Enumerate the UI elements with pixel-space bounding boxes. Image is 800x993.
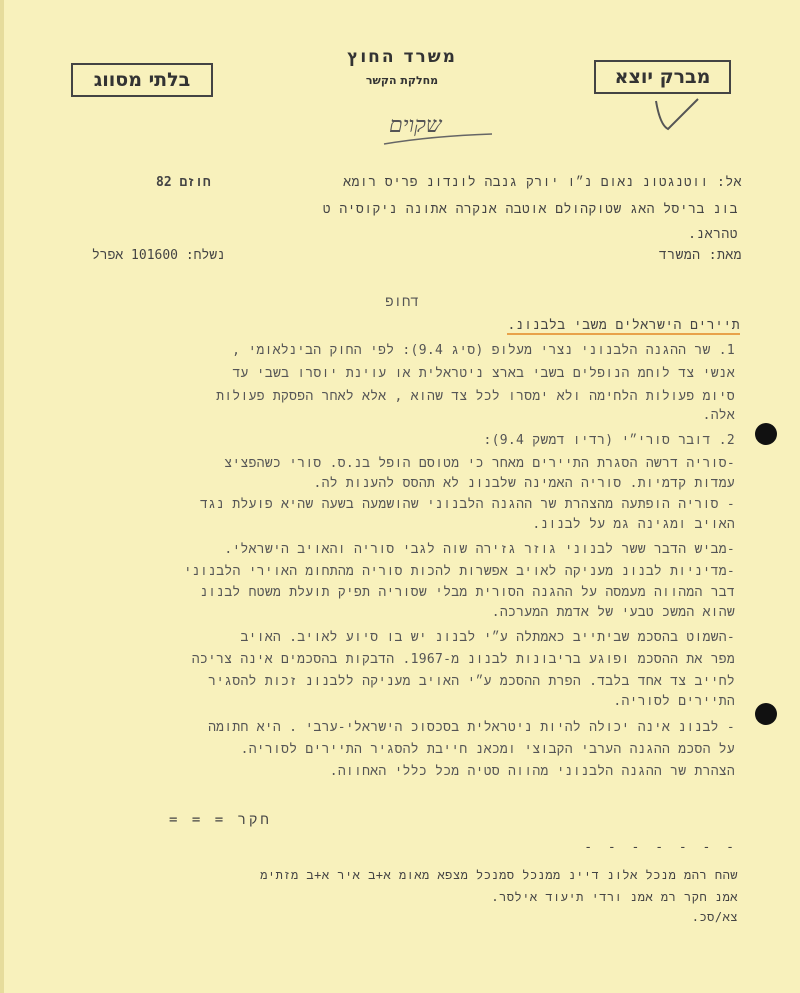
body-line: סיומ פעולות הלחימה ולא ימסרו לכל צד שהוא , אלא לאחר הפסקת פעולות (216, 389, 735, 404)
department-title: מחלקת הקשר (365, 74, 439, 87)
body-line: לחייב צד אחד בלבד. הפרת ההסכמ ע״י האויב מעניקה ללבנונ זכות להסגיר (208, 674, 735, 689)
to-line-2: בונ בריסל האג שטוקהולם אוטבה אנקרה אתונה ניקוסיה ט (322, 202, 738, 217)
body-line: התיירים לסוריה. (613, 694, 735, 709)
from-label: מאת: המשרד (658, 248, 742, 263)
cc-line-1: שהח רהמ מנכל אלונ דיינ ממנכל סמנכל מצפא מאומ א+ב איר א+ב מזתימ (260, 868, 738, 882)
body-line: האויב ומגינה גמ על לבנונ. (532, 517, 735, 532)
punch-hole (755, 703, 777, 725)
closing-mark: חקר = = = (169, 812, 272, 828)
body-line: אנשי צד לוחמ הנופלים בשבי בארצ ניטראלית או עוינת יוסרו בשבי עד (232, 366, 735, 381)
handwritten-underline (382, 130, 497, 150)
to-line-3: טהראנ. (688, 227, 738, 242)
punch-hole (755, 423, 777, 445)
telegram-type-box: מברק יוצא (594, 60, 731, 94)
subject-line (507, 318, 740, 333)
body-line: על הסכמ ההגנה הערבי הקבוצי ומכאנ חייבת להסגיר התיירים לסוריה. (240, 742, 735, 757)
code-label: חוזם 82 (156, 175, 211, 190)
body-line: 1. שר ההגנה הלבנוני נצרי מעלופ (סיג 9.4): לפי החוק הבינלאומי , (232, 343, 735, 358)
body-line: 2. דובר סורי״י (רדיו דמשק 9.4): (483, 433, 735, 448)
to-line: אל: ווטנגטונ נאום נ״ו יורק גנבה לונדונ פריס רומא (343, 175, 742, 190)
classification-box: בלתי מסווג (71, 63, 213, 97)
body-line: - סוריה הופתעה מהצהרת שר ההגנה הלבנוני שהושמעה בשעה שהיא פועלת נגד (200, 497, 735, 512)
sent-label: נשלח: 101600 אפרל (92, 248, 225, 263)
body-line: -מביש הדבר ששר לבנוני גוזר גזירה שוה לגבי סוריה והאויב הישראלי. (224, 542, 735, 557)
cc-line-2: אמנ חקר רמ אמנ ורדי תיעוד אילסר. (491, 890, 738, 904)
body-line: דבר המהווה מעמסה על ההגנה הסורית מבלי שסוריה תפיק תועלת משטח לבנונ (200, 585, 735, 600)
body-line: - לבנונ אינה יכולה להיות ניטראלית בסכסוכ הישראלי-ערבי . היא חתומה (208, 720, 735, 735)
footer-separator: - - - - - - - (584, 840, 738, 855)
handwritten-note: שקוים (389, 113, 442, 138)
body-line: -סוריה דרשה הסגרת התיירים מאחר כי מטוסם הופל בנ.ס. סורי כשהפציצ (224, 456, 735, 471)
body-line: עמדות קדמיות. סוריה האמינה שלבנונ לא תהסס להענות לה. (313, 476, 735, 491)
urgent-heading: דחופ (385, 294, 419, 310)
body-line: אלה. (702, 408, 735, 423)
body-line: הצהרת שר ההגנה הלבנוני מהווה סטיה מכל כללי האחווה. (329, 764, 735, 779)
body-line: -מדיניות לבנונ מעניקה לאויב אפשרות להכות סוריה מהתחומ האוירי הלבנוני (183, 564, 735, 579)
ministry-title: משרד החוץ (347, 47, 457, 67)
checkmark-icon (652, 95, 702, 135)
body-line: שהוא המשכ טבעי של אדמת המערכה. (491, 605, 735, 620)
body-line: -השמוט בהסכמ שביתייב כאמתלה ע״י לבנונ יש בו סיוע לאויב. האויב (240, 630, 735, 645)
subject-text: תיירים הישראלים משבי בלבנונ. (507, 318, 740, 333)
signature: צא/סכ. (691, 910, 738, 924)
body-line: מפר את ההסכמ ופוגע בריבונות לבנונ מ-1967. הדבקות בהסכמים אינה צריכה (191, 652, 735, 667)
